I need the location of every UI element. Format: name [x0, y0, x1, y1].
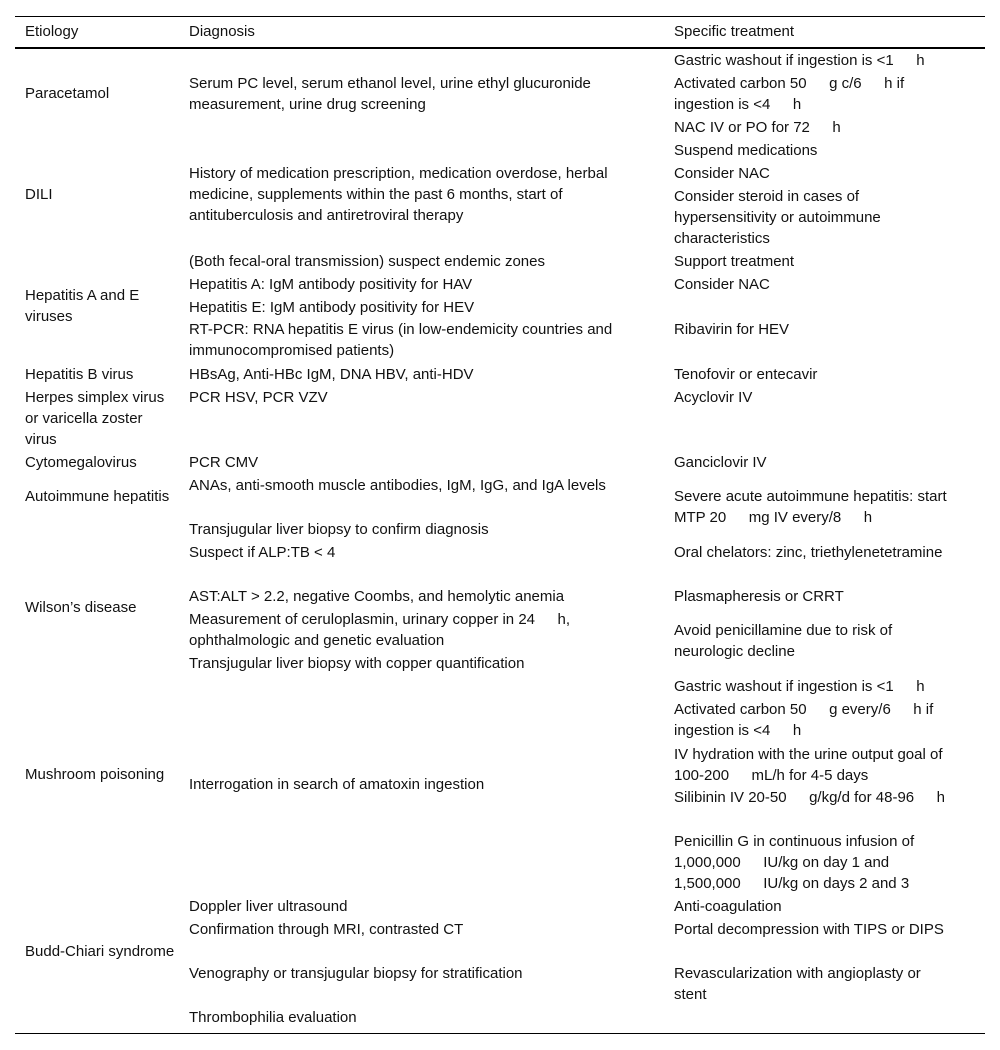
- diagnosis-item: PCR CMV: [189, 454, 259, 471]
- diagnosis-item: Suspect if ALP:TB < 4: [189, 544, 336, 561]
- header-rule: [15, 47, 985, 49]
- diagnosis-item: Interrogation in search of amatoxin ingestion: [189, 776, 485, 793]
- treatment-item: Consider NAC: [674, 165, 770, 182]
- treatment-item: Ganciclovir IV: [674, 454, 767, 471]
- treatment-item: Portal decompression with TIPS or DIPS: [674, 921, 944, 938]
- diagnosis-item: PCR HSV, PCR VZV: [189, 389, 328, 406]
- diagnosis-item: Serum PC level, serum ethanol level, urine ethyl glucuronide measurement, urine drug screening: [189, 75, 591, 113]
- top-rule: [15, 16, 985, 17]
- treatment-item: Consider NAC: [674, 276, 770, 293]
- diagnosis-item: RT-PCR: RNA hepatitis E virus (in low-endemicity countries and immunocompromised patients): [189, 321, 613, 359]
- treatment-item: Activated carbon 50 g every/6 h if ingestion is <4 h: [674, 701, 934, 739]
- treatment-item: Severe acute autoimmune hepatitis: start MTP 20 mg IV every/8 h: [674, 488, 947, 526]
- etiology-cell: Hepatitis B virus: [25, 366, 134, 383]
- etiology-cell: Wilson’s disease: [25, 599, 137, 616]
- etiology-cell: Mushroom poisoning: [25, 766, 165, 783]
- bottom-rule: [15, 1033, 985, 1034]
- treatment-item: Revascularization with angioplasty or stent: [674, 965, 921, 1003]
- etiology-cell: Cytomegalovirus: [25, 454, 137, 471]
- diagnosis-item: Measurement of ceruloplasmin, urinary copper in 24 h, ophthalmologic and genetic evaluation: [189, 611, 571, 649]
- diagnosis-item: Venography or transjugular biopsy for stratification: [189, 965, 523, 982]
- treatment-item: Silibinin IV 20-50 g/kg/d for 48-96 h: [674, 789, 945, 806]
- header-treatment: Specific treatment: [674, 23, 795, 40]
- diagnosis-item: History of medication prescription, medication overdose, herbal medicine, supplements within the past 6 months, start of antituberculosis and antiretroviral therapy: [189, 165, 608, 224]
- treatment-item: Ribavirin for HEV: [674, 321, 790, 338]
- treatment-item: Consider steroid in cases of hypersensitivity or autoimmune characteristics: [674, 188, 881, 247]
- diagnosis-item: (Both fecal-oral transmission) suspect endemic zones: [189, 253, 545, 270]
- diagnosis-item: AST:ALT > 2.2, negative Coombs, and hemolytic anemia: [189, 588, 565, 605]
- diagnosis-item: Hepatitis E: IgM antibody positivity for HEV: [189, 299, 475, 316]
- diagnosis-item: Transjugular liver biopsy with copper quantification: [189, 655, 525, 672]
- treatment-item: Plasmapheresis or CRRT: [674, 588, 844, 605]
- etiology-cell: Hepatitis A and E viruses: [25, 287, 140, 325]
- treatment-item: Activated carbon 50 g c/6 h if ingestion is <4 h: [674, 75, 905, 113]
- diagnosis-item: Confirmation through MRI, contrasted CT: [189, 921, 464, 938]
- etiology-cell: DILI: [25, 186, 53, 203]
- header-diagnosis: Diagnosis: [189, 23, 255, 40]
- treatment-item: Oral chelators: zinc, triethylenetetramine: [674, 544, 943, 561]
- treatment-item: Tenofovir or entecavir: [674, 366, 818, 383]
- etiology-cell: Autoimmune hepatitis: [25, 488, 170, 505]
- treatment-item: Anti-coagulation: [674, 898, 782, 915]
- diagnosis-item: Transjugular liver biopsy to confirm diagnosis: [189, 521, 489, 538]
- header-etiology: Etiology: [25, 23, 79, 40]
- treatment-item: IV hydration with the urine output goal of 100-200 mL/h for 4-5 days: [674, 746, 943, 784]
- diagnosis-item: Hepatitis A: IgM antibody positivity for HAV: [189, 276, 473, 293]
- treatment-item: Support treatment: [674, 253, 795, 270]
- etiology-cell: Budd-Chiari syndrome: [25, 943, 175, 960]
- diagnosis-item: ANAs, anti-smooth muscle antibodies, IgM, IgG, and IgA levels: [189, 477, 606, 494]
- treatment-item: NAC IV or PO for 72 h: [674, 119, 841, 136]
- diagnosis-item: Thrombophilia evaluation: [189, 1009, 357, 1026]
- treatment-item: Gastric washout if ingestion is <1 h: [674, 52, 925, 69]
- treatment-item: Gastric washout if ingestion is <1 h: [674, 678, 925, 695]
- treatment-item: Acyclovir IV: [674, 389, 753, 406]
- etiology-cell: Herpes simplex virus or varicella zoster virus: [25, 389, 165, 448]
- diagnosis-item: HBsAg, Anti-HBc IgM, DNA HBV, anti-HDV: [189, 366, 474, 383]
- treatment-item: Suspend medications: [674, 142, 818, 159]
- treatment-item: Avoid penicillamine due to risk of neurologic decline: [674, 622, 893, 660]
- diagnosis-item: Doppler liver ultrasound: [189, 898, 348, 915]
- treatment-item: Penicillin G in continuous infusion of 1,000,000 IU/kg on day 1 and 1,500,000 IU/kg on days 2 and 3: [674, 833, 915, 892]
- etiology-cell: Paracetamol: [25, 85, 110, 102]
